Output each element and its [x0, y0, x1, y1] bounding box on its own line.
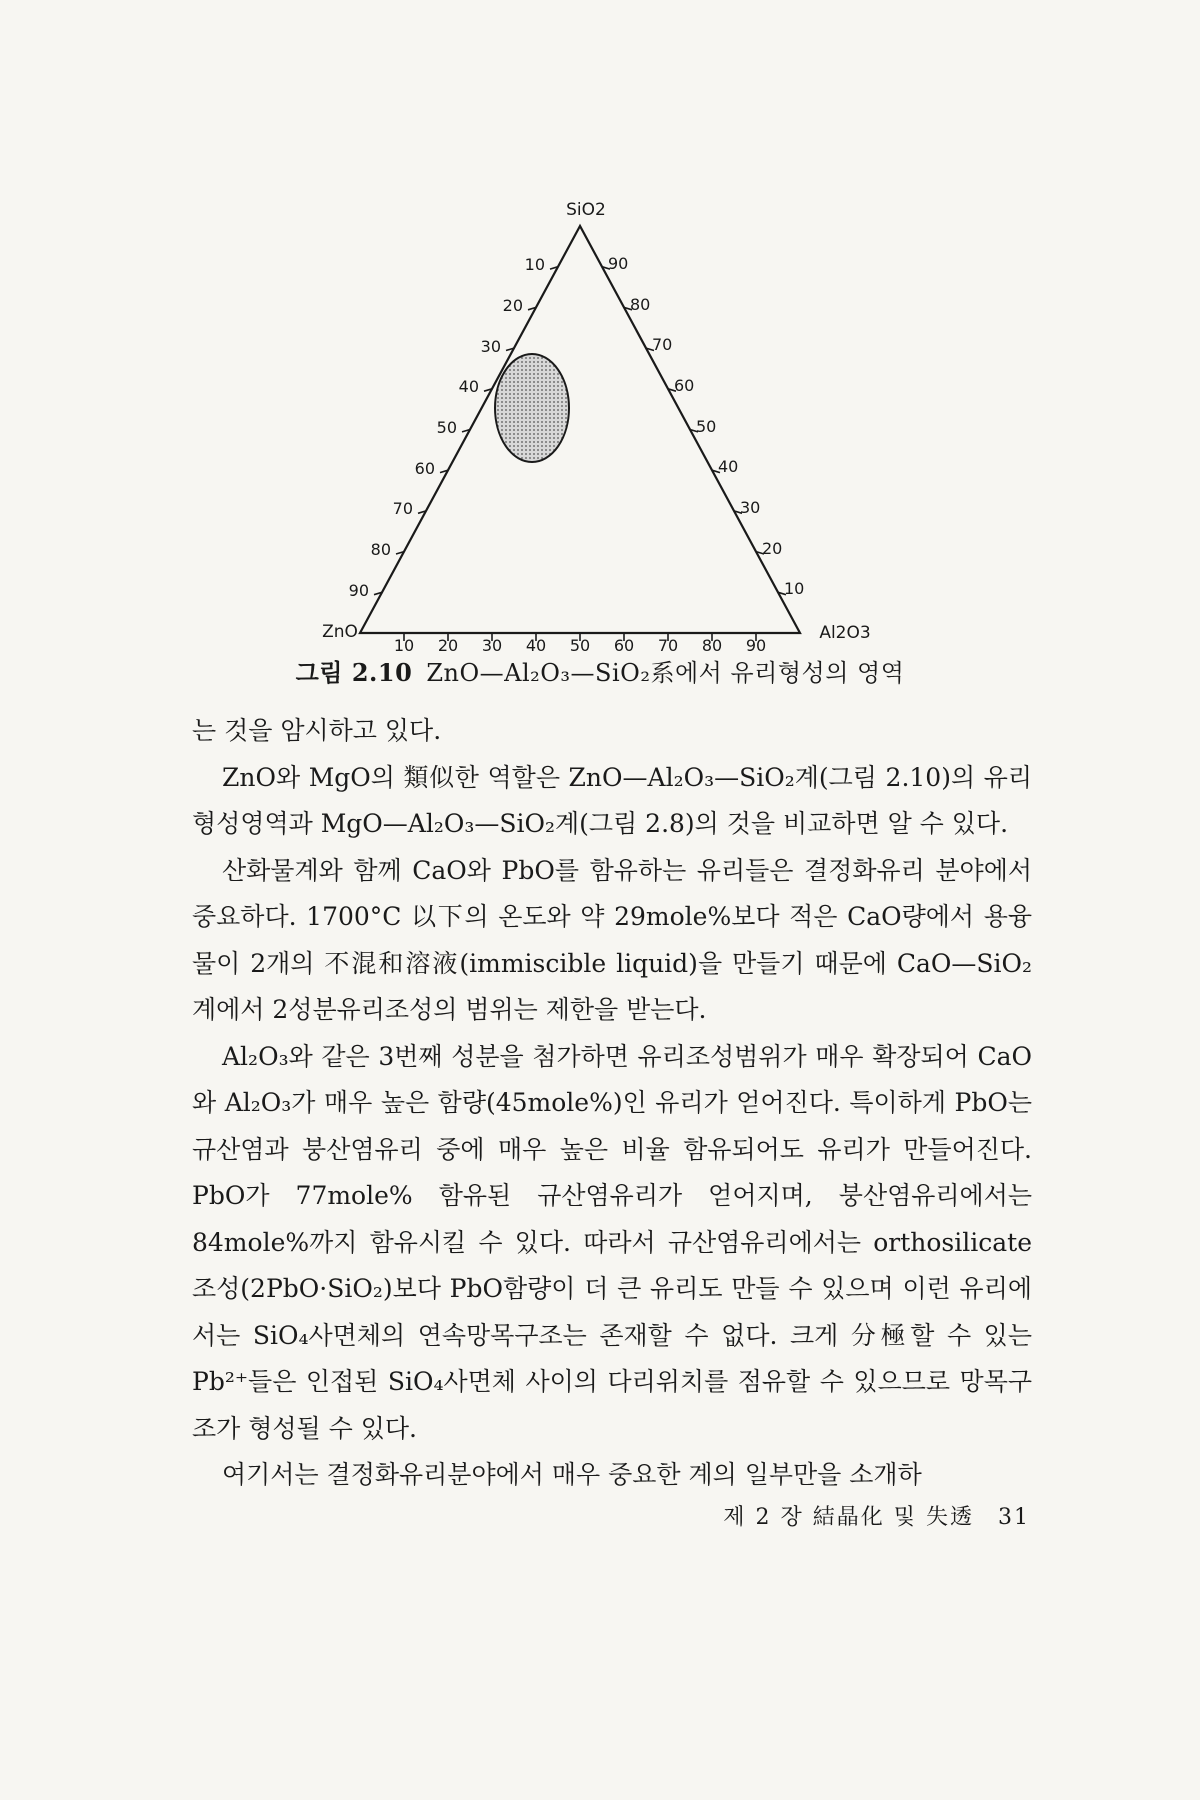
bottom-tick-label: 90: [745, 636, 767, 655]
bottom-tick-label: 10: [393, 636, 415, 655]
right-edge-ticks: [608, 254, 804, 598]
right-tick-label: 30: [740, 498, 761, 517]
paragraph-5: 여기서는 결정화유리분야에서 매우 중요한 계의 일부만을 소개하: [222, 1460, 922, 1489]
triangle-outline: [360, 226, 800, 633]
left-tick-label: 80: [370, 540, 391, 559]
running-chapter-title: 제 2 장 結晶化 및 失透: [723, 1505, 974, 1530]
page-footer: [690, 1500, 1030, 1531]
right-tick-label: 60: [674, 376, 695, 395]
left-tick-label: 70: [392, 499, 413, 518]
paragraph-3: 산화물계와 함께 CaO와 PbO를 함유하는 유리들은 결정화유리 분야에서 중요하다. 1700°C 以下의 온도와 약 29mole%보다 적은 CaO량에서 용융물이 2개의 不混和溶液(immiscible liquid)을 만들기 때문에 CaO—SiO₂계에서 2성분유리조성의 범위는 제한을 받는다.: [192, 855, 1032, 1024]
right-tick-label: 70: [652, 335, 673, 354]
bottom-tick-label: 60: [613, 636, 635, 655]
left-tick-label: 40: [458, 377, 479, 396]
glass-formation-region: [495, 354, 569, 462]
left-tick-label: 90: [348, 581, 369, 600]
vertex-label-right: Al2O3: [819, 623, 871, 643]
bottom-tick-label: 20: [437, 636, 459, 655]
left-tick-label: 30: [480, 337, 501, 356]
right-tick-label: 90: [608, 254, 629, 273]
left-tick-label: 60: [414, 459, 435, 478]
page-number: 31: [998, 1505, 1030, 1530]
bottom-tick-label: 30: [481, 636, 503, 655]
bottom-tick-label: 70: [657, 636, 679, 655]
right-tick-label: 20: [762, 539, 783, 558]
bottom-tick-label: 80: [701, 636, 723, 655]
right-tick-label: 40: [718, 457, 739, 476]
vertex-label-top: SiO2: [566, 200, 606, 220]
left-tick-label: 10: [524, 255, 545, 274]
right-tick-label: 10: [784, 579, 805, 598]
body-text: [192, 708, 1032, 1499]
paragraph-2: ZnO와 MgO의 類似한 역할은 ZnO—Al₂O₃—SiO₂계(그림 2.10)의 유리형성영역과 MgO—Al₂O₃—SiO₂계(그림 2.8)의 것을 비교하면 알 수 있다.: [192, 762, 1032, 838]
left-tick-label: 50: [436, 418, 457, 437]
right-tick-label: 80: [630, 295, 651, 314]
bottom-tick-label: 40: [525, 636, 547, 655]
ternary-phase-diagram: [0, 0, 1200, 680]
right-tick-label: 50: [696, 417, 717, 436]
paragraph-1: 는 것을 암시하고 있다.: [192, 716, 442, 745]
figure-number: 그림 2.10: [295, 658, 413, 687]
tick-marks: [374, 267, 786, 641]
figure-caption-text: ZnO—Al₂O₃—SiO₂系에서 유리형성의 영역: [426, 659, 905, 687]
left-tick-label: 20: [502, 296, 523, 315]
bottom-tick-label: 50: [569, 636, 591, 655]
figure-caption: [0, 653, 1200, 688]
paragraph-4: Al₂O₃와 같은 3번째 성분을 첨가하면 유리조성범위가 매우 확장되어 CaO와 Al₂O₃가 매우 높은 함량(45mole%)인 유리가 얻어진다. 특이하게 PbO는 규산염과 붕산염유리 중에 매우 높은 비율 함유되어도 유리가 만들어진다. PbO가 77mole% 함유된 규산염유리가 얻어지며, 붕산염유리에서는 84mole%까지 함유시킬 수 있다. 따라서 규산염유리에서는 orthosilicate 조성(2PbO·SiO₂)보다 PbO함량이 더 큰 유리도 만들 수 있으며 이런 유리에서는 SiO₄사면체의 연속망목구조는 존재할 수 없다. 크게 分極할 수 있는 Pb²⁺들은 인접된 SiO₄사면체 사이의 다리위치를 점유할 수 있으므로 망목구조가 형성될 수 있다.: [192, 1041, 1032, 1443]
vertex-label-left: ZnO: [322, 622, 358, 642]
